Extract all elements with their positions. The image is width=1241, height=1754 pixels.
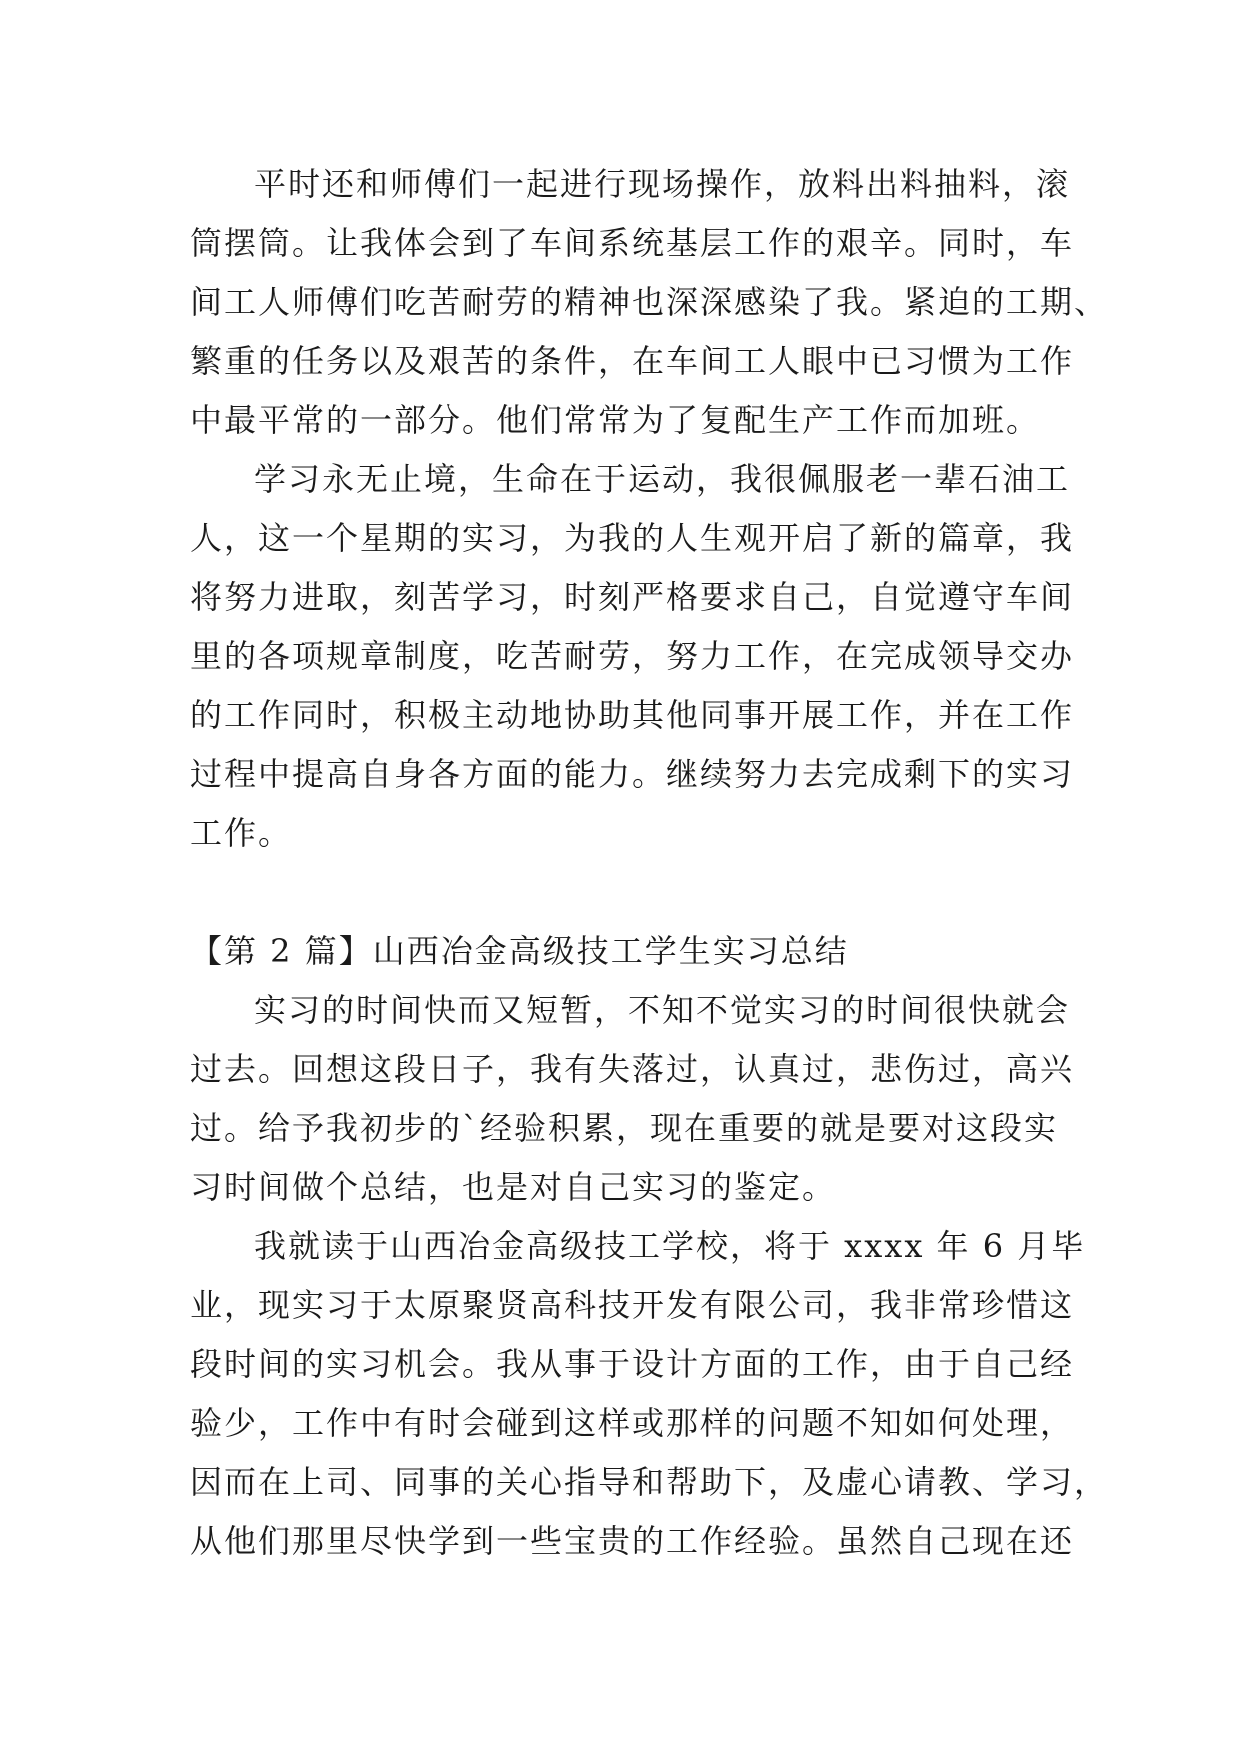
text-line: 实习的时间快而又短暂，不知不觉实习的时间很快就会 — [254, 991, 1071, 1029]
text-line: 业，现实习于太原聚贤高科技开发有限公司，我非常珍惜这 — [190, 1286, 1075, 1324]
text-line: 段时间的实习机会。我从事于设计方面的工作，由于自己经 — [190, 1345, 1075, 1383]
text-line: 人，这一个星期的实习，为我的人生观开启了新的篇章，我 — [190, 519, 1075, 557]
paragraph-4 — [190, 1217, 1109, 1571]
section-heading: 【第 2 篇】山西冶金高级技工学生实习总结 — [190, 932, 849, 970]
text-line: 过去。回想这段日子，我有失落过，认真过，悲伤过，高兴 — [190, 1050, 1075, 1088]
text-line: 因而在上司、同事的关心指导和帮助下，及虚心请教、学习， — [190, 1463, 1109, 1501]
text-line: 我就读于山西冶金高级技工学校，将于 xxxx 年 6 月毕 — [254, 1227, 1086, 1265]
paragraph-1 — [190, 155, 1109, 450]
text-line: 过程中提高自身各方面的能力。继续努力去完成剩下的实习 — [190, 755, 1075, 793]
paragraph-spacer — [190, 863, 1050, 922]
text-line: 从他们那里尽快学到一些宝贵的工作经验。虽然自己现在还 — [190, 1522, 1075, 1560]
text-line: 中最平常的一部分。他们常常为了复配生产工作而加班。 — [190, 401, 1041, 439]
text-line: 习时间做个总结，也是对自己实习的鉴定。 — [190, 1168, 837, 1206]
text-line: 验少，工作中有时会碰到这样或那样的问题不知如何处理， — [190, 1404, 1075, 1442]
text-line: 过。给予我初步的`经验积累，现在重要的就是要对这段实 — [190, 1109, 1059, 1147]
text-line: 筒摆筒。让我体会到了车间系统基层工作的艰辛。同时，车 — [190, 224, 1075, 262]
text-line: 平时还和师傅们一起进行现场操作，放料出料抽料，滚 — [254, 165, 1071, 203]
text-line: 工作。 — [190, 814, 293, 852]
text-line: 间工人师傅们吃苦耐劳的精神也深深感染了我。紧迫的工期、 — [190, 283, 1109, 321]
text-line: 将努力进取，刻苦学习，时刻严格要求自己，自觉遵守车间 — [190, 578, 1075, 616]
text-line: 学习永无止境，生命在于运动，我很佩服老一辈石油工 — [254, 460, 1071, 498]
document-body — [190, 155, 1109, 1571]
text-line: 里的各项规章制度，吃苦耐劳，努力工作，在完成领导交办 — [190, 637, 1075, 675]
paragraph-3 — [190, 981, 1075, 1217]
text-line: 繁重的任务以及艰苦的条件，在车间工人眼中已习惯为工作 — [190, 342, 1075, 380]
text-line: 的工作同时，积极主动地协助其他同事开展工作，并在工作 — [190, 696, 1075, 734]
paragraph-2 — [190, 450, 1075, 863]
